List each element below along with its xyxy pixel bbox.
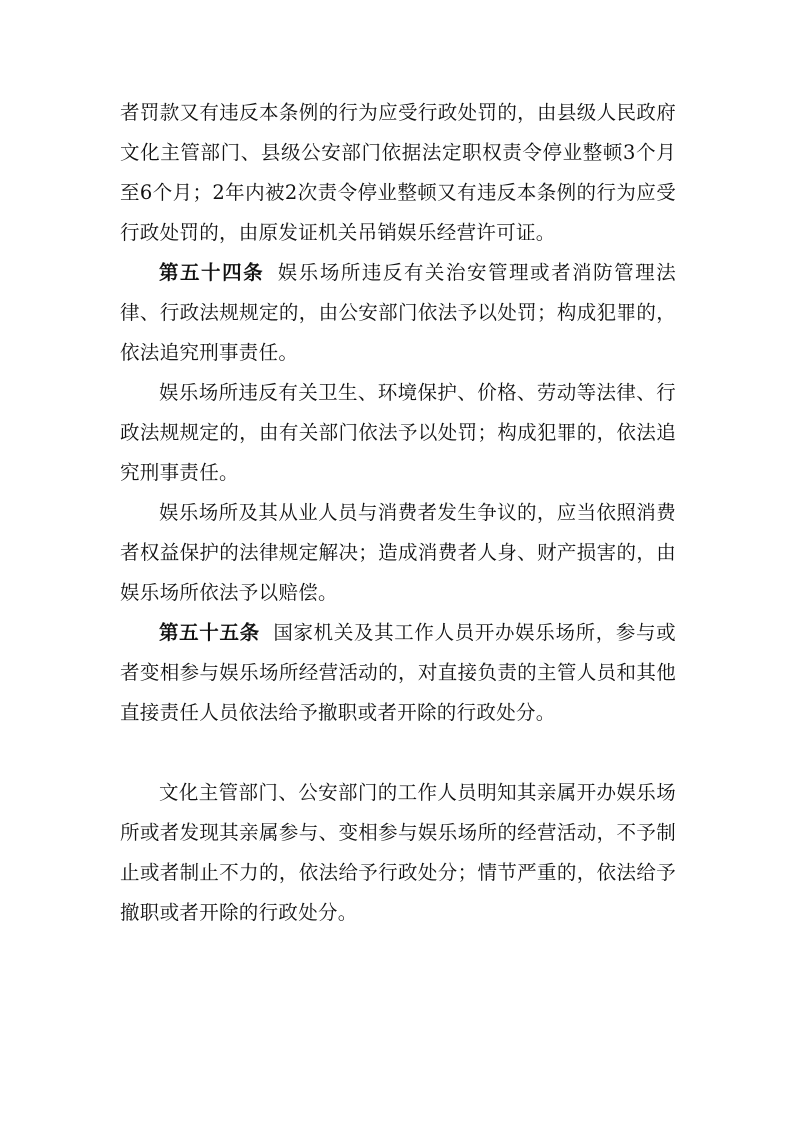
article-text: 国家机关及其工作人员开办娱乐场所，参与或者变相参与娱乐场所经营活动的，对直接负责的主管人员和其他直接责任人员依法给予撤职或者开除的行政处分。 <box>120 621 676 724</box>
paragraph: 文化主管部门、公安部门的工作人员明知其亲属开办娱乐场所或者发现其亲属参与、变相参与娱乐场所的经营活动，不予制止或者制止不力的，依法给予行政处分；情节严重的，依法给予撤职或者开除的行政处分。 <box>120 781 676 924</box>
document-page <box>120 93 676 933</box>
paragraph: 娱乐场所违反有关卫生、环境保护、价格、劳动等法律、行政法规规定的，由有关部门依法予以处罚；构成犯罪的，依法追究刑事责任。 <box>120 381 676 484</box>
paragraph: 娱乐场所及其从业人员与消费者发生争议的，应当依照消费者权益保护的法律规定解决；造成消费者人身、财产损害的，由娱乐场所依法予以赔偿。 <box>120 501 676 604</box>
article-55 <box>120 613 676 733</box>
article-text: 娱乐场所违反有关治安管理或者消防管理法律、行政法规规定的，由公安部门依法予以处罚；构成犯罪的，依法追究刑事责任。 <box>120 261 676 364</box>
article-number: 第五十五条 <box>159 621 260 644</box>
blank-line <box>120 733 676 773</box>
paragraph-continued: 者罚款又有违反本条例的行为应受行政处罚的，由县级人民政府文化主管部门、县级公安部门依据法定职权责令停业整顿3个月至6个月；2年内被2次责令停业整顿又有违反本条例的行为应受行政处罚的，由原发证机关吊销娱乐经营许可证。 <box>120 101 676 244</box>
article-number: 第五十四条 <box>159 261 265 284</box>
article-54 <box>120 253 676 373</box>
